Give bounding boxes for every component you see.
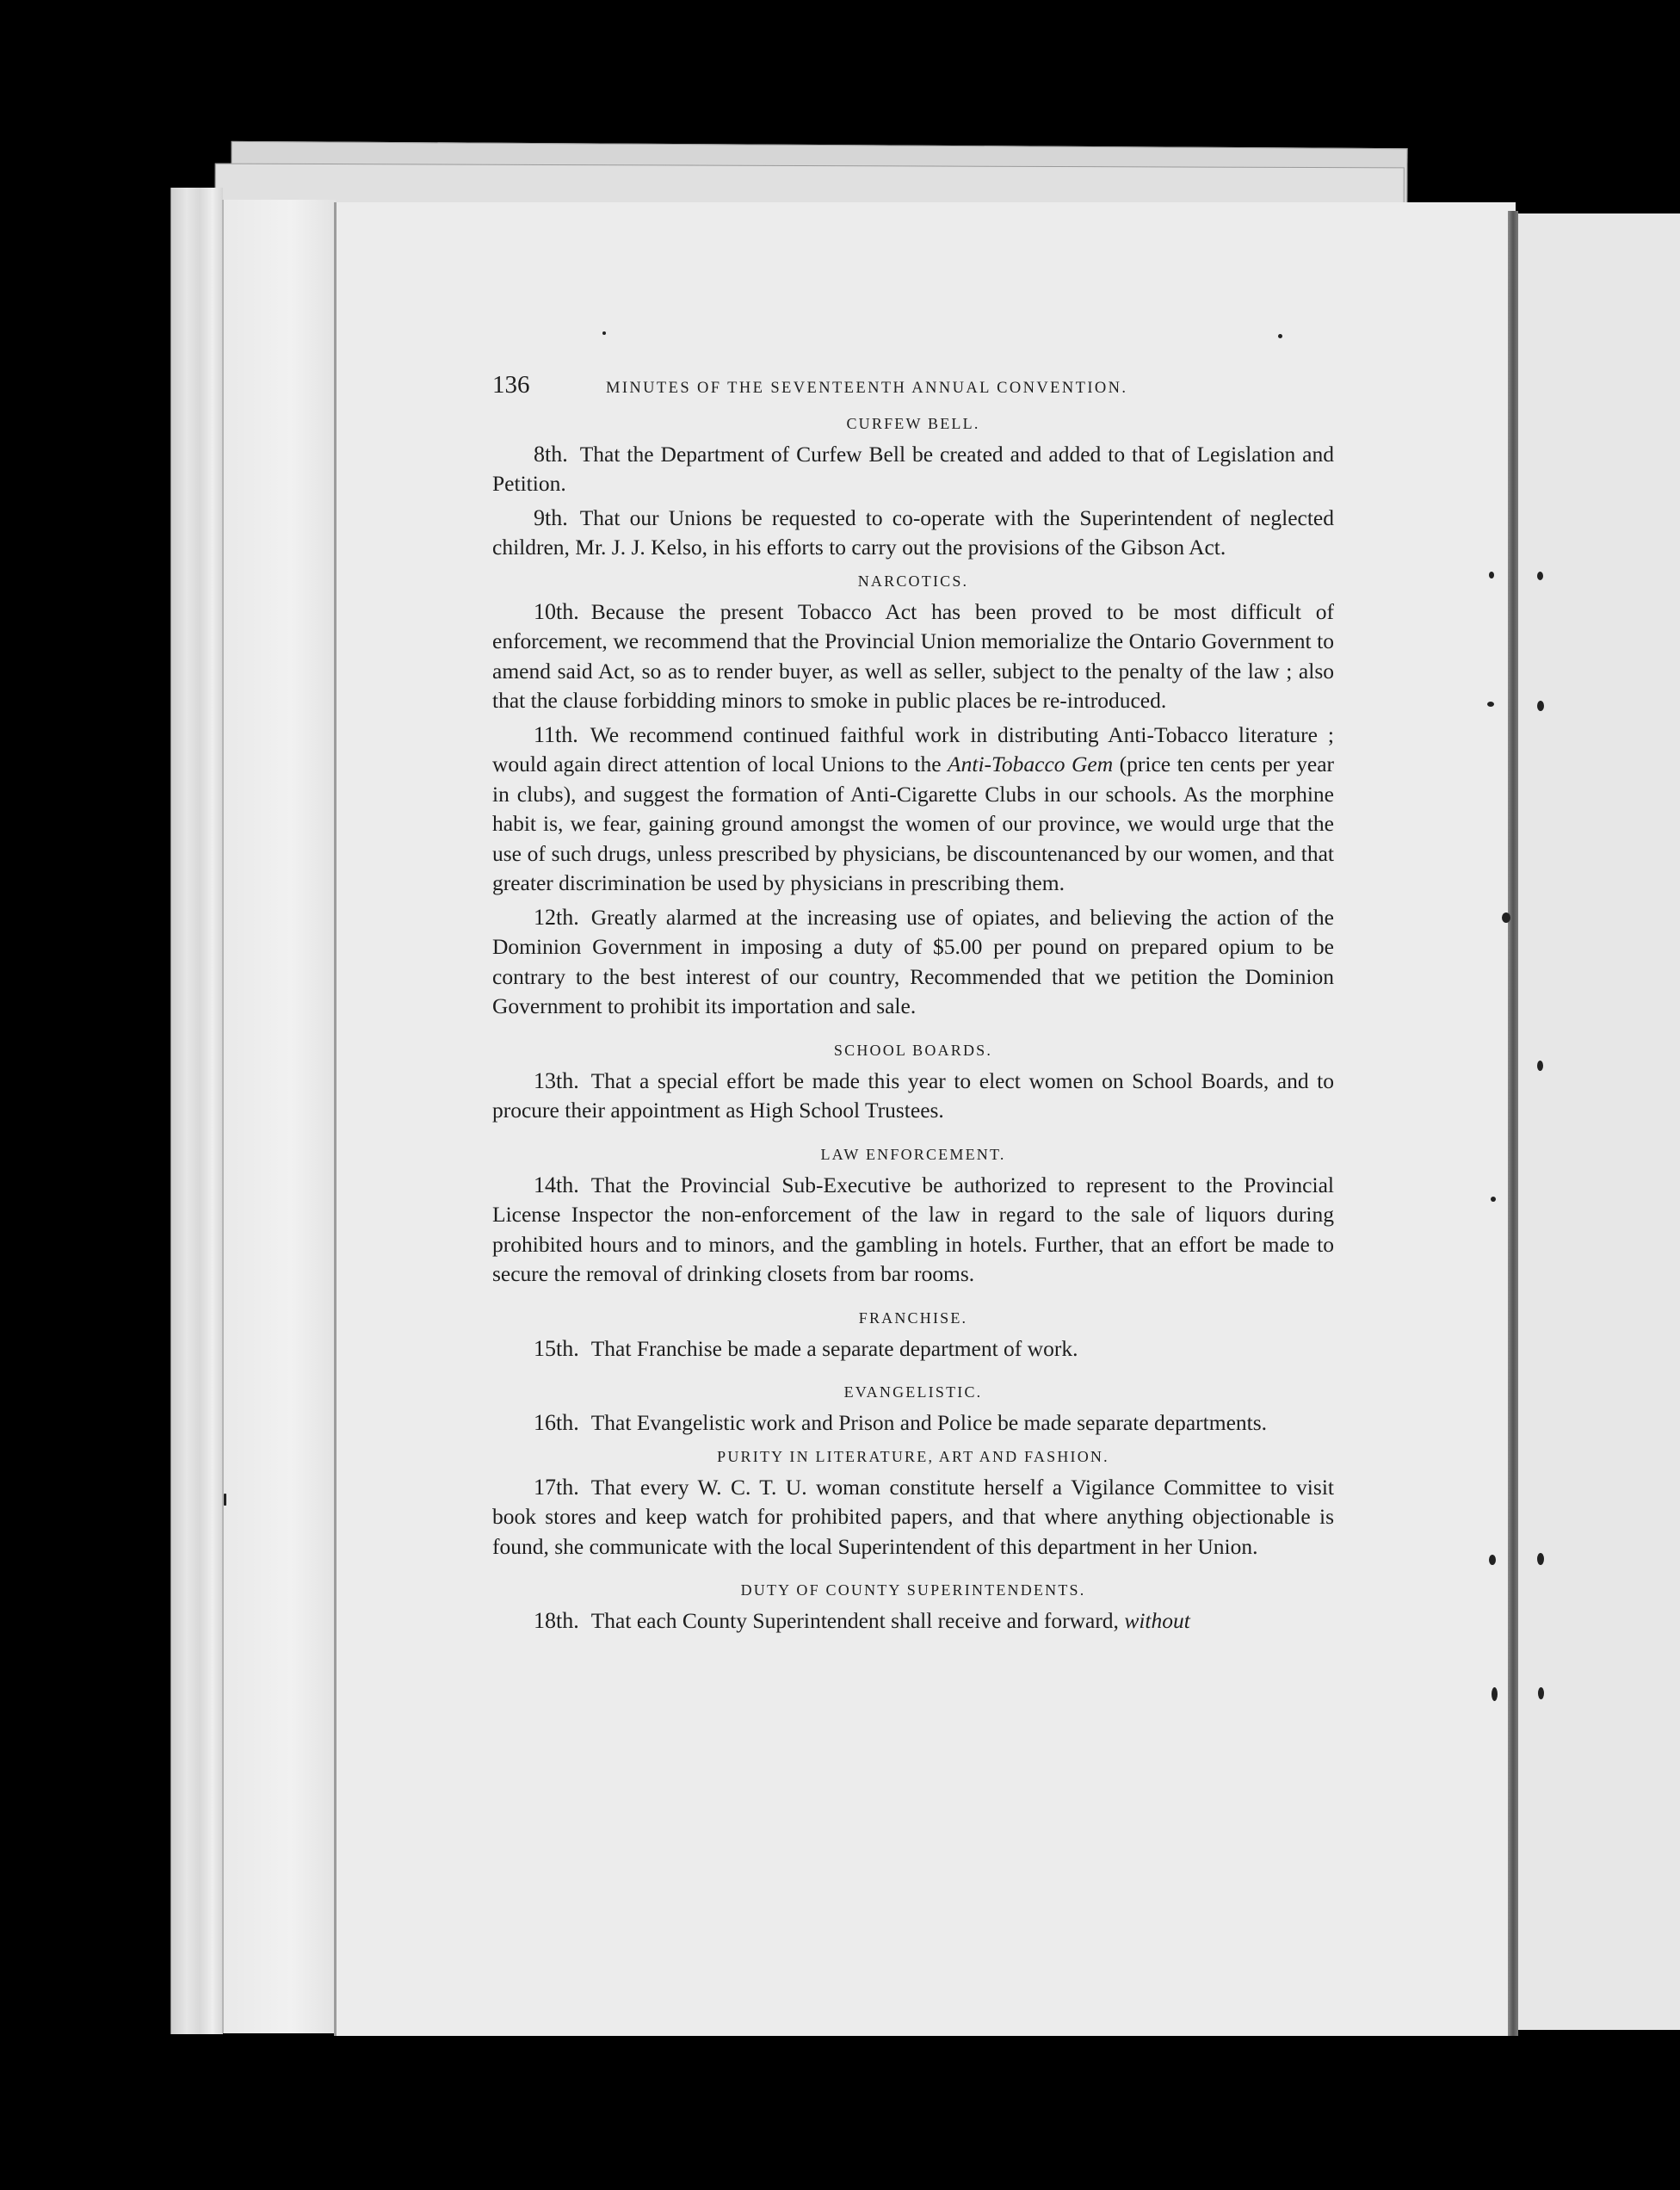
resolution-italic-text: without <box>1124 1608 1190 1633</box>
print-speck <box>1537 572 1543 580</box>
running-head: MINUTES OF THE SEVENTEENTH ANNUAL CONVENTION. <box>606 380 1128 397</box>
resolution-paragraph <box>492 903 1334 1022</box>
section-heading: FRANCHISE. <box>858 1308 968 1327</box>
resolution-text: That each County Superintendent shall receive and forward, <box>590 1608 1125 1633</box>
resolution-number: 13th. <box>534 1067 579 1093</box>
resolution-paragraph <box>492 597 1334 716</box>
print-speck <box>224 1494 226 1506</box>
resolution-text: Because the present Tobacco Act has been proved to be most difficult of enforcement, we recommend that the Provincial Union memorialize the Ontario Government to amend said Act, so as to render buyer, as well as seller, subject to the penalty of the law ; also that the clause forbidding minors to smoke in public places be re-introduced. <box>492 598 1334 713</box>
section-heading: SCHOOL BOARDS. <box>833 1041 993 1059</box>
resolution-paragraph <box>492 440 1334 499</box>
resolution-number: 10th. <box>534 598 579 624</box>
print-speck <box>1492 1687 1498 1701</box>
resolution-number: 9th. <box>534 504 568 530</box>
resolution-number: 16th. <box>534 1410 579 1435</box>
resolution-text: That the Provincial Sub-Executive be authorized to represent to the Provincial License Inspector the non-enforcement of the law in regard to the sale of liquors during prohibited hours and to minors, and the gambling in hotels. Further, that an effort be made to secure the removal of drinking closets from bar rooms. <box>492 1172 1334 1286</box>
print-speck <box>1502 912 1510 923</box>
resolution-text: That the Department of Curfew Bell be created and added to that of Legislation and Petition. <box>492 441 1334 496</box>
print-speck <box>1537 701 1544 711</box>
resolution-paragraph <box>492 504 1334 563</box>
resolution-paragraph <box>492 1334 1334 1364</box>
resolution-paragraph <box>492 1171 1334 1290</box>
resolution-number: 14th. <box>534 1172 579 1197</box>
resolution-number: 11th. <box>534 721 578 747</box>
resolution-paragraph <box>492 1067 1334 1126</box>
resolution-number: 12th. <box>534 904 579 930</box>
section-heading: EVANGELISTIC. <box>843 1383 983 1401</box>
page-number: 136 <box>492 371 530 399</box>
resolution-paragraph <box>492 1473 1334 1562</box>
print-speck <box>1491 1197 1496 1202</box>
resolution-paragraph <box>492 1408 1334 1438</box>
facing-page-edge <box>1518 213 1680 2030</box>
section-heading: NARCOTICS. <box>857 572 969 590</box>
print-speck <box>1487 702 1494 707</box>
section-heading: DUTY OF COUNTY SUPERINTENDENTS. <box>740 1581 1086 1599</box>
resolution-number: 15th. <box>534 1335 579 1361</box>
resolution-text: We recommend continued faithful work in distributing Anti-Tobacco literature ; would again direct attention of local Unions to the <box>492 721 1334 776</box>
resolution-text: That a special effort be made this year to elect women on School Boards, and to procure their appointment as High School Trustees. <box>492 1067 1334 1123</box>
section-heading: PURITY IN LITERATURE, ART AND FASHION. <box>717 1447 1109 1465</box>
book-gutter <box>1508 211 1518 2036</box>
resolution-paragraph <box>492 721 1334 899</box>
page-stack-edge <box>170 188 223 2034</box>
section-heading: LAW ENFORCEMENT. <box>820 1145 1006 1163</box>
print-speck <box>602 331 606 335</box>
resolution-paragraph <box>492 1606 1334 1636</box>
resolution-number: 17th. <box>534 1474 579 1500</box>
resolution-text: That Evangelistic work and Prison and Police be made separate departments. <box>590 1410 1268 1435</box>
section-heading: CURFEW BELL. <box>846 414 980 432</box>
publication-title: Anti-Tobacco Gem <box>948 752 1114 776</box>
resolution-number: 8th. <box>534 441 568 467</box>
resolution-text: That every W. C. T. U. woman constitute herself a Vigilance Committee to visit book stores and keep watch for prohibited papers, and that where anything objectionable is found, she communicate with the local Superintendent of this department in her Union. <box>492 1474 1334 1559</box>
page-stack-margin <box>222 200 336 2033</box>
print-speck <box>1537 1553 1544 1565</box>
print-speck <box>1489 1555 1496 1565</box>
resolution-text: That our Unions be requested to co-operate with the Superintendent of neglected children, Mr. J. J. Kelso, in his efforts to carry out the provisions of the Gibson Act. <box>492 504 1334 560</box>
resolution-text: That Franchise be made a separate department of work. <box>590 1335 1078 1361</box>
print-speck <box>1278 334 1282 338</box>
resolution-text: Greatly alarmed at the increasing use of opiates, and believing the action of the Dominion Government in imposing a duty of $5.00 per pound on prepared opium to be contrary to the best interest of our country, Recommended that we petition the Dominion Government to prohibit its importation and sale. <box>492 904 1334 1018</box>
page-header <box>492 370 1334 404</box>
print-speck <box>1538 1687 1544 1699</box>
print-speck <box>1537 1061 1543 1071</box>
page-content <box>492 370 1334 1641</box>
resolution-text: (price ten cents per year in clubs), and suggest the formation of Anti-Cigarette Clubs in our schools. As the morphine habit is, we fear, gaining ground amongst the women of our province, we would urge that the use of such drugs, unless prescribed by physicians, be discountenanced by our women, and that greater discrimination be used by physicians in prescribing them. <box>492 752 1335 895</box>
print-speck <box>1489 572 1494 578</box>
resolution-number: 18th. <box>534 1608 579 1633</box>
